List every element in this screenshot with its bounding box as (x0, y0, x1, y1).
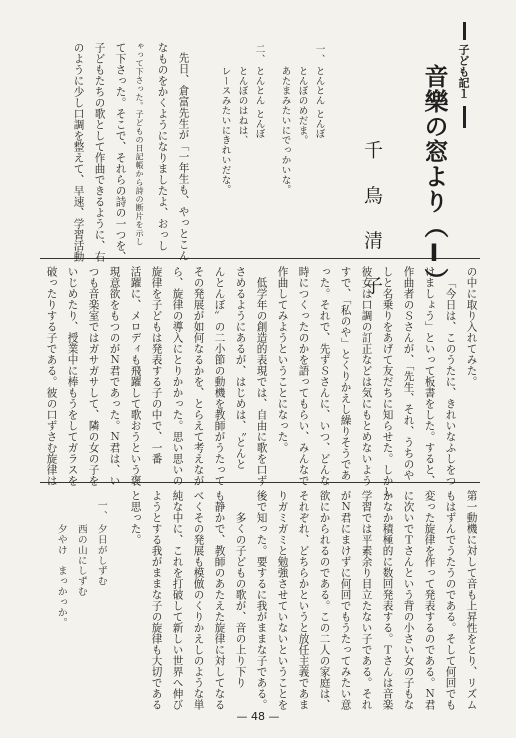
paragraph-line: もはずんでうたうのである。そして何回でも (444, 490, 457, 710)
series-rule-top (463, 22, 466, 40)
paragraph-line: に次いでＴさんという背の小さい女の子もな (402, 490, 415, 710)
bottom-poem-number: 一、 (95, 500, 107, 521)
bottom-poem-line: 西の山にしずむ (75, 524, 87, 597)
series-rule-bottom (463, 106, 466, 128)
paragraph-line: かなか積極的に数回発表する。Ｔさんは音楽 (381, 490, 394, 710)
paragraph-line: 現意欲をもつのがＮ君であった。Ｎ君は、い (108, 266, 121, 486)
paragraph-line: 時につくったのかを語ってもらい、みんなで (297, 266, 310, 486)
paragraph-line: んとんぼ〟の二小節の動機を教師がうたって (213, 266, 226, 486)
paragraph-line: の中に取り入れてみた。 (465, 266, 478, 387)
series-label: 子ども記１ (457, 44, 470, 99)
paragraph-line: りガミガミと勉強させていないということを (276, 490, 289, 710)
paragraph-line: さめるようにあるが、はじめは、〝とんと (234, 266, 247, 470)
paragraph-line: 純な中に、これを打破して新しい世界へ伸び (171, 490, 184, 710)
paragraph-line: 活躍に、メロディも飛躍して歌おうという褒 (129, 266, 142, 486)
paragraph-line: 作曲者のＳさんが、「先生、それ、うちのや (402, 266, 415, 481)
paragraph-line: 彼女は口調の訂正などは気にもとめないよう (360, 266, 373, 486)
paragraph-line: ゃって下さった。子どもの日記帳から詩の断片を示し (135, 42, 146, 246)
paragraph-line: 第一動機に対して音も上昇性をとり、リズム (465, 490, 478, 710)
paragraph-line: 多くの子どもの歌が、音の上り下り (234, 512, 247, 688)
paragraph-line: 「今日は、このうたに、きれいなふしをつ (444, 277, 457, 486)
paragraph-line: ら、旋律の導入にとりかかった。思い思いの (171, 266, 184, 486)
poem-2-line: とんとん とんぼ (253, 66, 265, 139)
paragraph-line: 学習では平素余り目立たない子である。それ (360, 490, 373, 710)
poem-1-line: とんとん とんぼ (313, 66, 325, 139)
paragraph-line: なものをかくようになりましたよ、おっし (156, 42, 169, 251)
paragraph-line: と思った。 (129, 490, 142, 545)
paragraph-line: のように少し口調を整えて、早速、学習活動 (72, 42, 85, 262)
poem-2-line: レースみたいにきれいだな。 (219, 66, 231, 195)
paragraph-line: それぞれ、どちらかというと放任主義であま (297, 490, 310, 710)
paragraph-line: 作曲してみようということになった。 (276, 266, 289, 453)
paragraph-line: がＮ君にまけずに何回でもうたってみたい意 (339, 490, 352, 710)
paragraph-line: 変った旋律を作って発表するのである。Ｎ君 (423, 490, 436, 710)
paragraph-line: ようとする我がままな子の旋律も大切である (150, 490, 163, 710)
paragraph-line: その発展が如何なるかを、とらえて考えなが (192, 266, 205, 486)
paragraph-line: 子どもたちの歌として作曲できるように、右 (93, 42, 106, 262)
author-name: 千 鳥 清 子 (361, 140, 383, 305)
bottom-poem-line: 夕日がしずむ (95, 524, 107, 587)
poem-1-line: とんぼのめだま。 (296, 66, 308, 146)
paragraph-line: 低学年の創造的表現では、自由に歌を口ず (255, 277, 268, 486)
paragraph-line: 旋律を子どもは発表する子の中で、一番 (150, 266, 163, 464)
paragraph-line: けましょう」といって板書をした。すると、 (423, 266, 436, 486)
paragraph-line: すで、「私のや」とくりかえし繰りそうであ (339, 266, 352, 481)
poem-1-line: あたまみたいにでっかいな。 (279, 66, 291, 195)
paragraph-line: 破ったりする子である。彼の口ずさむ旋律は (45, 266, 58, 486)
poem-2-number: 二、 (253, 44, 265, 64)
paragraph-line: いじめたり、授業中に棒もうをしてガラスを (66, 266, 79, 486)
paragraph-line: 先日、倉富先生が「一年生も、やっとこん (177, 52, 190, 261)
poem-1-number: 一、 (313, 44, 325, 64)
paragraph-line: 後で知った。要するに我がままな子である。 (255, 490, 268, 710)
paragraph-line: べくその発展も模倣のくりかえしのような単 (192, 490, 205, 710)
paragraph-line: 欲にかられるのである。この二人の家庭は、 (318, 490, 331, 710)
paragraph-line: しと名乗りをあげて友だちに知らせた。しかし (381, 266, 394, 497)
page-title: 音樂の窓より（Ⅰ） (420, 64, 448, 293)
paragraph-line: った。それで、先ずＳさんに、いつ、どんな (318, 266, 331, 486)
paragraph-line: つも音楽室ではガサガサして、隣の女の子を (87, 266, 100, 486)
bottom-poem-line: 夕やけ まっかっか。 (55, 524, 67, 628)
poem-2-line: とんぼのはねは、 (236, 66, 248, 146)
paragraph-line: て下さった。そこで、それらの詩の一つを、 (114, 42, 127, 262)
paragraph-line: も静かで、教師のあたえた旋律に対してなる (213, 490, 226, 710)
page-number: — 48 — (236, 710, 280, 723)
section-divider-top (40, 258, 480, 259)
